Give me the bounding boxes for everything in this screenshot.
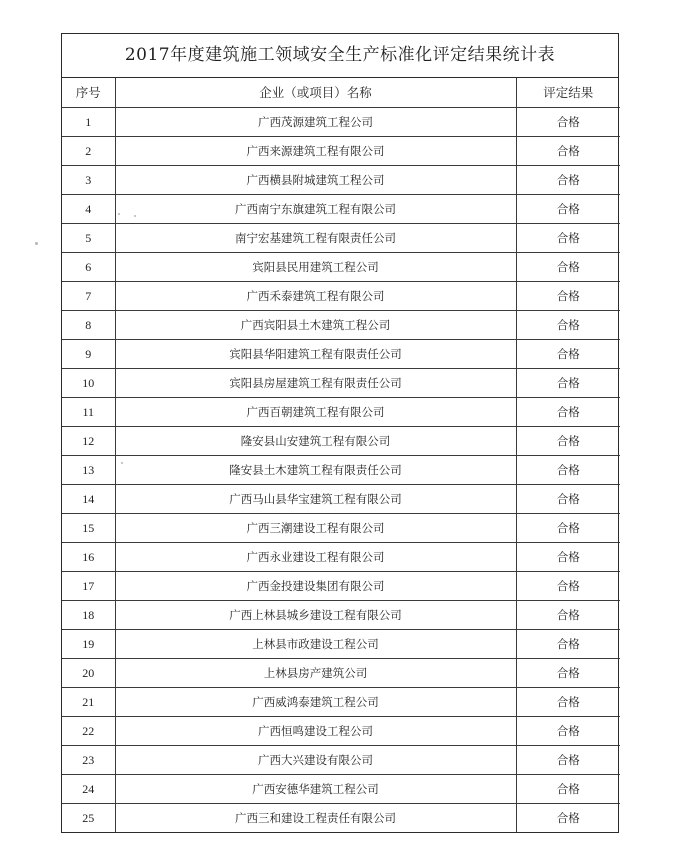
table-row	[62, 166, 620, 195]
row-result: 合格	[516, 166, 620, 195]
row-result: 合格	[516, 514, 620, 543]
row-name: 广西茂源建筑工程公司	[115, 108, 516, 137]
table-row	[62, 340, 620, 369]
row-no: 8	[62, 311, 115, 340]
row-name: 广西南宁东旗建筑工程有限公司	[115, 195, 516, 224]
row-no: 2	[62, 137, 115, 166]
row-name: 南宁宏基建筑工程有限责任公司	[115, 224, 516, 253]
row-no: 1	[62, 108, 115, 137]
row-no: 18	[62, 601, 115, 630]
row-result: 合格	[516, 746, 620, 775]
row-no: 25	[62, 804, 115, 833]
header-no: 序号	[62, 78, 115, 108]
row-name: 广西宾阳县土木建筑工程公司	[115, 311, 516, 340]
row-name: 广西威鸿泰建筑工程公司	[115, 688, 516, 717]
table-row	[62, 253, 620, 282]
row-result: 合格	[516, 456, 620, 485]
table-row	[62, 717, 620, 746]
row-no: 7	[62, 282, 115, 311]
row-no: 10	[62, 369, 115, 398]
table-row	[62, 601, 620, 630]
row-no: 22	[62, 717, 115, 746]
row-name: 上林县市政建设工程公司	[115, 630, 516, 659]
table-row	[62, 688, 620, 717]
table-row	[62, 659, 620, 688]
row-no: 11	[62, 398, 115, 427]
row-result: 合格	[516, 543, 620, 572]
row-result: 合格	[516, 398, 620, 427]
row-no: 20	[62, 659, 115, 688]
row-result: 合格	[516, 340, 620, 369]
row-result: 合格	[516, 804, 620, 833]
row-result: 合格	[516, 630, 620, 659]
row-result: 合格	[516, 688, 620, 717]
table-row	[62, 369, 620, 398]
row-no: 23	[62, 746, 115, 775]
row-no: 13	[62, 456, 115, 485]
table-row	[62, 137, 620, 166]
row-no: 6	[62, 253, 115, 282]
scan-speck	[121, 462, 123, 464]
row-name: 广西马山县华宝建筑工程有限公司	[115, 485, 516, 514]
table-row	[62, 311, 620, 340]
row-name: 广西来源建筑工程有限公司	[115, 137, 516, 166]
row-result: 合格	[516, 311, 620, 340]
scan-speck	[118, 213, 120, 215]
table-row	[62, 514, 620, 543]
scan-speck	[134, 215, 136, 217]
row-result: 合格	[516, 775, 620, 804]
table-row	[62, 456, 620, 485]
table-row	[62, 775, 620, 804]
row-name: 广西上林县城乡建设工程有限公司	[115, 601, 516, 630]
row-name: 广西恒鸣建设工程公司	[115, 717, 516, 746]
row-no: 5	[62, 224, 115, 253]
header-result: 评定结果	[516, 78, 620, 108]
table-row	[62, 195, 620, 224]
row-result: 合格	[516, 137, 620, 166]
row-result: 合格	[516, 253, 620, 282]
row-name: 上林县房产建筑公司	[115, 659, 516, 688]
results-table	[62, 78, 620, 832]
row-no: 4	[62, 195, 115, 224]
row-no: 14	[62, 485, 115, 514]
row-no: 12	[62, 427, 115, 456]
row-name: 广西三和建设工程责任有限公司	[115, 804, 516, 833]
scan-speck	[35, 242, 38, 245]
row-result: 合格	[516, 108, 620, 137]
row-no: 21	[62, 688, 115, 717]
row-no: 17	[62, 572, 115, 601]
table-row	[62, 630, 620, 659]
row-name: 宾阳县民用建筑工程公司	[115, 253, 516, 282]
table-row	[62, 224, 620, 253]
row-no: 24	[62, 775, 115, 804]
row-name: 广西安德华建筑工程公司	[115, 775, 516, 804]
row-result: 合格	[516, 427, 620, 456]
table-row	[62, 746, 620, 775]
table-row	[62, 427, 620, 456]
row-result: 合格	[516, 282, 620, 311]
row-result: 合格	[516, 369, 620, 398]
table-row	[62, 108, 620, 137]
row-no: 16	[62, 543, 115, 572]
table-row	[62, 572, 620, 601]
row-name: 宾阳县房屋建筑工程有限责任公司	[115, 369, 516, 398]
table-row	[62, 398, 620, 427]
row-name: 广西禾泰建筑工程有限公司	[115, 282, 516, 311]
row-no: 19	[62, 630, 115, 659]
table-title: 2017年度建筑施工领域安全生产标准化评定结果统计表	[62, 34, 618, 78]
row-name: 隆安县土木建筑工程有限责任公司	[115, 456, 516, 485]
row-name: 广西永业建设工程有限公司	[115, 543, 516, 572]
row-result: 合格	[516, 659, 620, 688]
row-result: 合格	[516, 224, 620, 253]
table-row	[62, 543, 620, 572]
header-name: 企业（或项目）名称	[115, 78, 516, 108]
results-sheet	[61, 33, 619, 833]
table-row	[62, 282, 620, 311]
row-name: 隆安县山安建筑工程有限公司	[115, 427, 516, 456]
row-result: 合格	[516, 717, 620, 746]
row-no: 15	[62, 514, 115, 543]
row-name: 广西三潮建设工程有限公司	[115, 514, 516, 543]
row-name: 宾阳县华阳建筑工程有限责任公司	[115, 340, 516, 369]
row-result: 合格	[516, 485, 620, 514]
table-row	[62, 804, 620, 833]
row-result: 合格	[516, 572, 620, 601]
row-name: 广西大兴建设有限公司	[115, 746, 516, 775]
row-name: 广西百朝建筑工程有限公司	[115, 398, 516, 427]
row-no: 3	[62, 166, 115, 195]
row-name: 广西横县附城建筑工程公司	[115, 166, 516, 195]
header-row	[62, 78, 620, 108]
row-result: 合格	[516, 195, 620, 224]
table-row	[62, 485, 620, 514]
row-name: 广西金投建设集团有限公司	[115, 572, 516, 601]
row-result: 合格	[516, 601, 620, 630]
row-no: 9	[62, 340, 115, 369]
